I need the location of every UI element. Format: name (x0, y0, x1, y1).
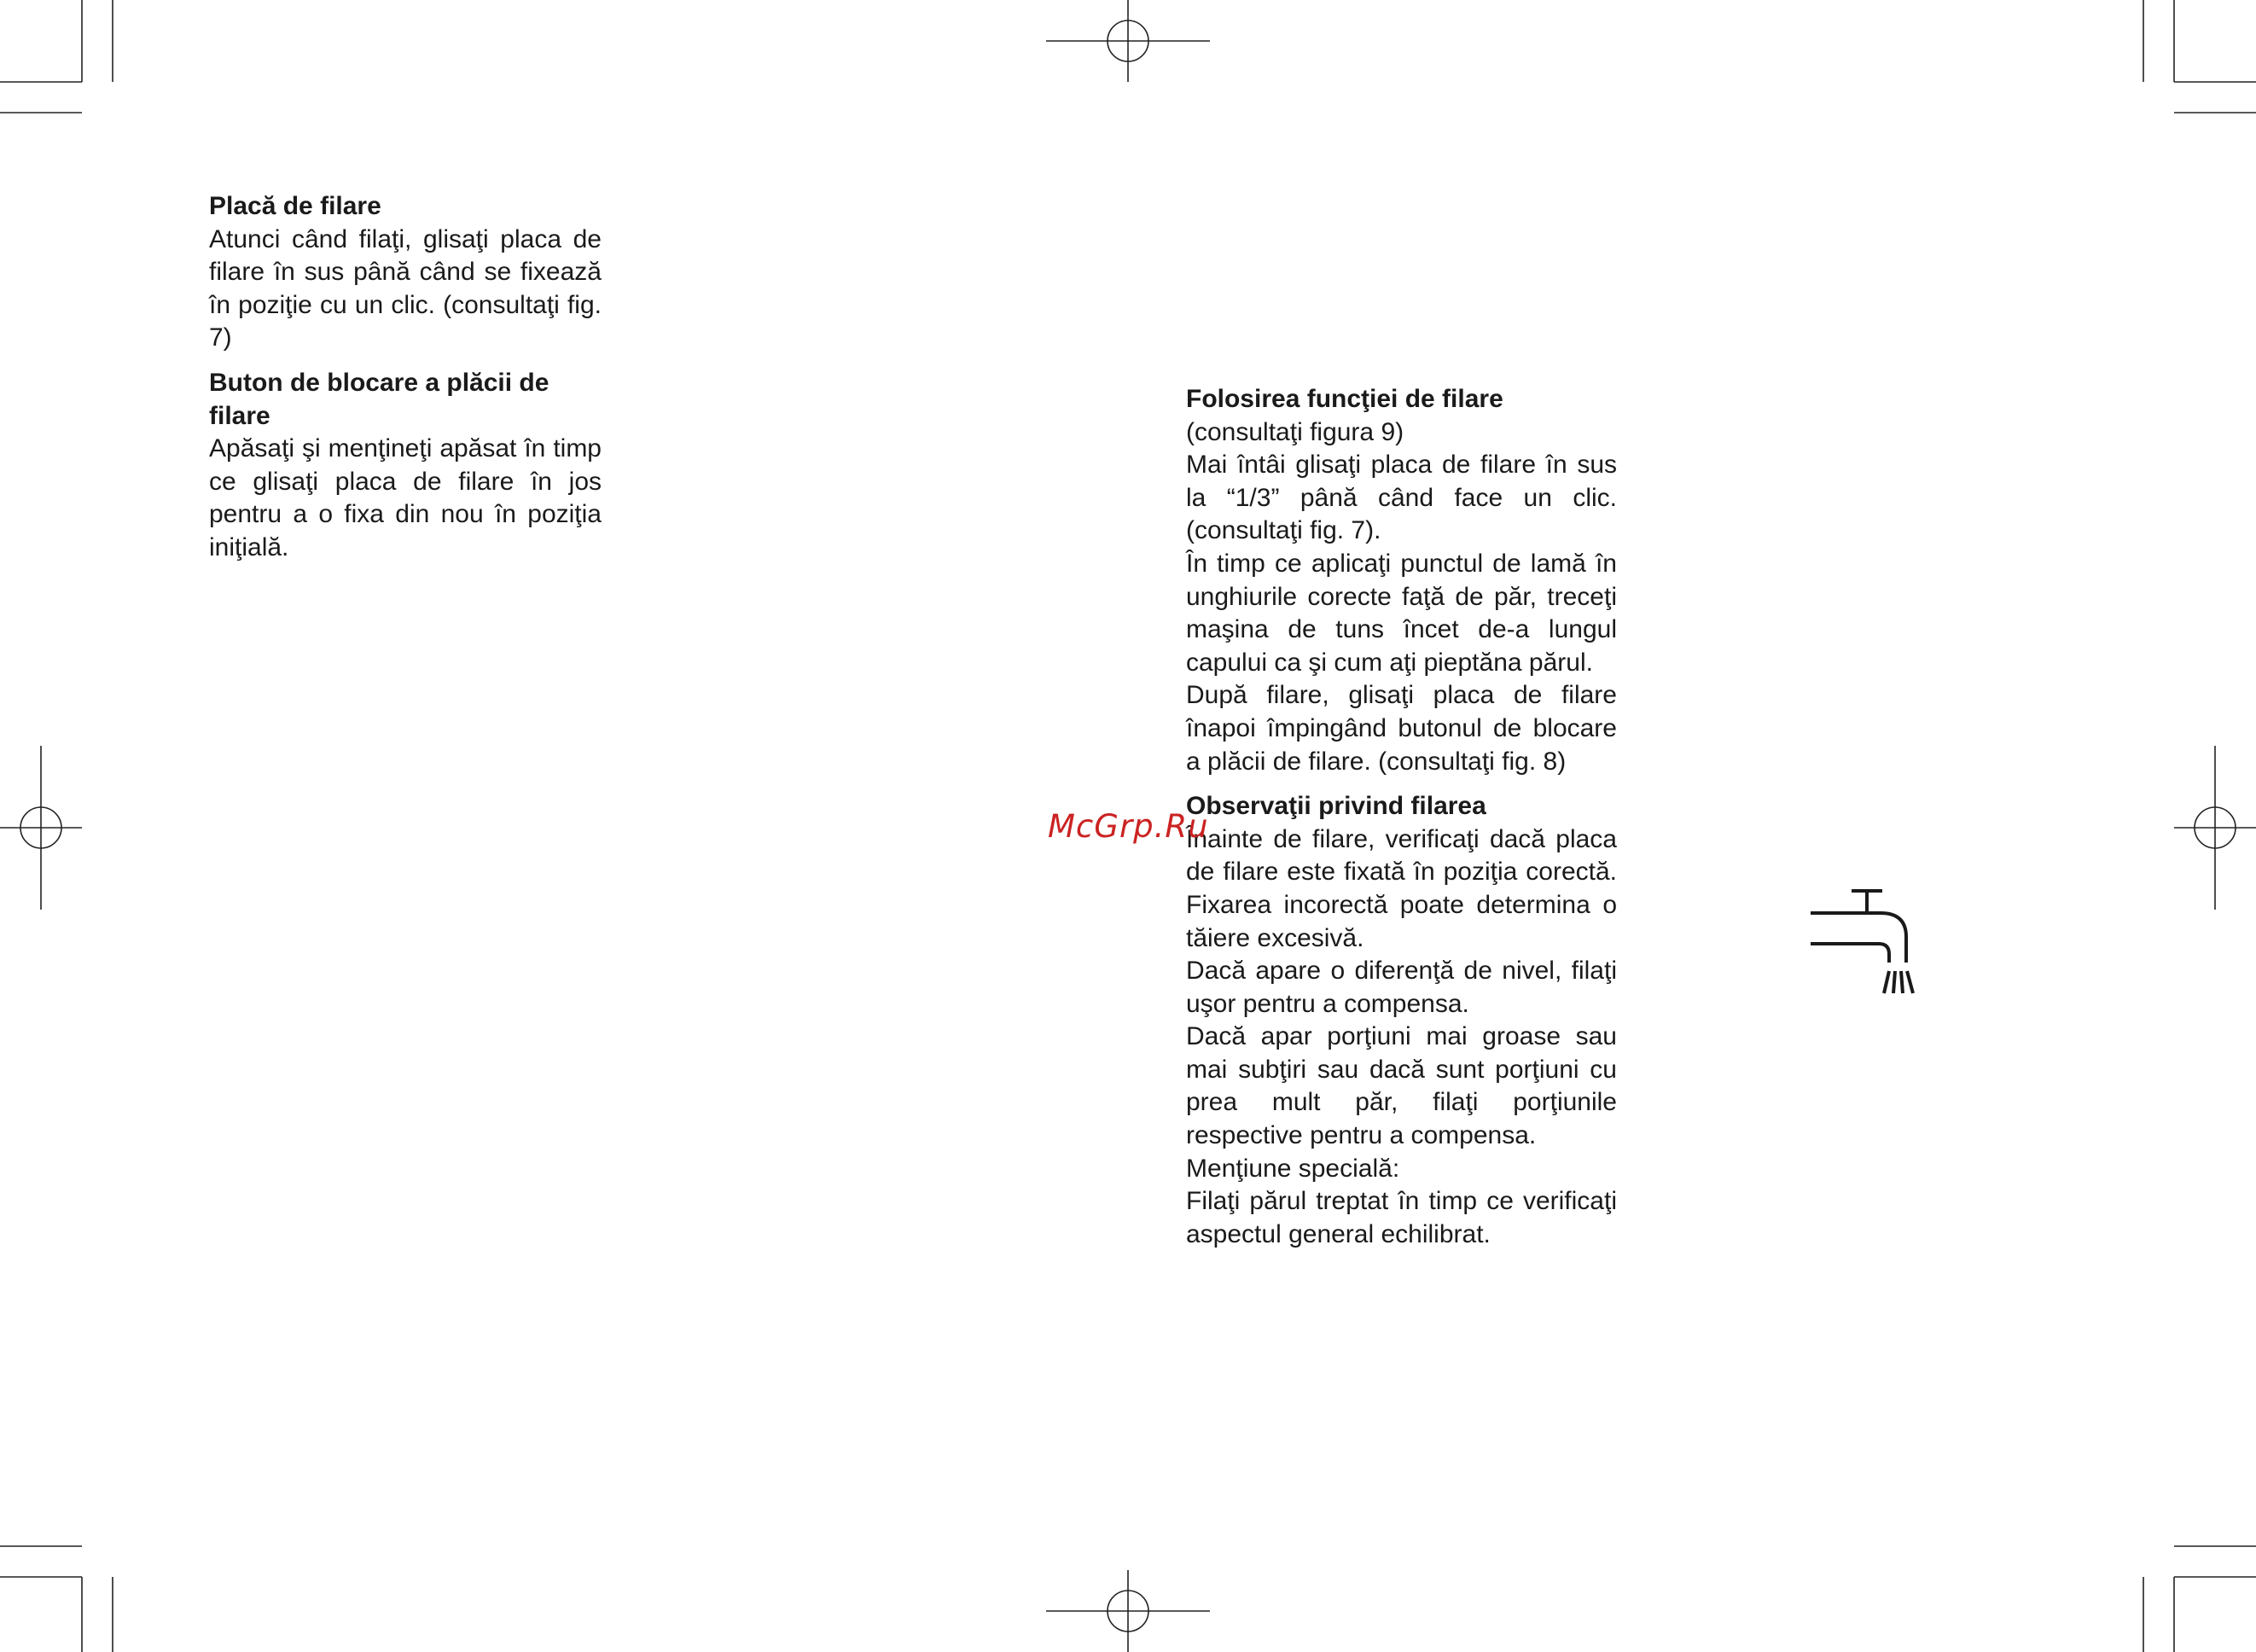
crosshair-registration-icon (1046, 1570, 1210, 1652)
crop-mark-top-right (2143, 0, 2256, 113)
paragraph-lock-button: Apăsaţi şi menţineţi apăsat în timp ce glisaţi placa de filare în jos pentru a o fixa din nou în poziţia iniţială. (209, 434, 602, 561)
text-line: Dacă apare o diferenţă de nivel, filaţi uşor pentru a compensa. (1186, 957, 1617, 1018)
heading-lock-button: Buton de blocare a plăcii de filare (209, 368, 549, 430)
heading-using-thinning: Folosirea funcţiei de filare (1186, 385, 1503, 413)
left-column (209, 190, 602, 565)
heading-thinning-plate: Placă de filare (209, 192, 381, 220)
text-line: Menţiune specială: (1186, 1154, 1400, 1183)
right-column (1186, 383, 1617, 1251)
text-line: După filare, glisaţi placa de filare înapoi împingând butonul de blocare a plăcii de filare. (consultaţi fig. 8) (1186, 681, 1617, 776)
text-line: (consultaţi figura 9) (1186, 417, 1404, 446)
text-line: Dacă apar porţiuni mai groase sau mai subţiri sau dacă sunt porţiuni cu prea mult păr, filaţi porţiunile respective pentru a compensa. (1186, 1022, 1617, 1150)
crop-mark-bottom-left (0, 1546, 113, 1652)
text-line: În timp ce aplicaţi punctul de lamă în unghiurile corecte faţă de păr, treceţi maşina de tuns încet de-a lungul capului ca şi cum aţi pieptăna părul. (1186, 549, 1617, 677)
paragraph-thinning-plate: Atunci când filaţi, glisaţi placa de filare în sus până când se fixează în poziţie cu un clic. (consultaţi fig. 7) (209, 224, 602, 352)
crosshair-registration-icon (0, 746, 82, 910)
crosshair-registration-icon (1046, 0, 1210, 82)
heading-thinning-notes: Observaţii privind filarea (1186, 792, 1486, 821)
water-tap-icon (1807, 887, 1935, 1007)
crop-mark-top-left (0, 0, 113, 113)
text-line: Filaţi părul treptat în timp ce verificaţi aspectul general echilibrat. (1186, 1187, 1617, 1248)
text-line: Înainte de filare, verificaţi dacă placa de filare este fixată în poziţia corectă. Fixarea incorectă poate determina o tăiere excesivă. (1186, 824, 1617, 952)
crop-mark-bottom-right (2143, 1546, 2256, 1652)
watermark: McGrp.Ru (1048, 808, 1209, 845)
crosshair-registration-icon (2174, 746, 2256, 910)
text-line: Mai întâi glisaţi placa de filare în sus la “1/3” până când face un clic. (consultaţi fig. 7). (1186, 451, 1617, 545)
